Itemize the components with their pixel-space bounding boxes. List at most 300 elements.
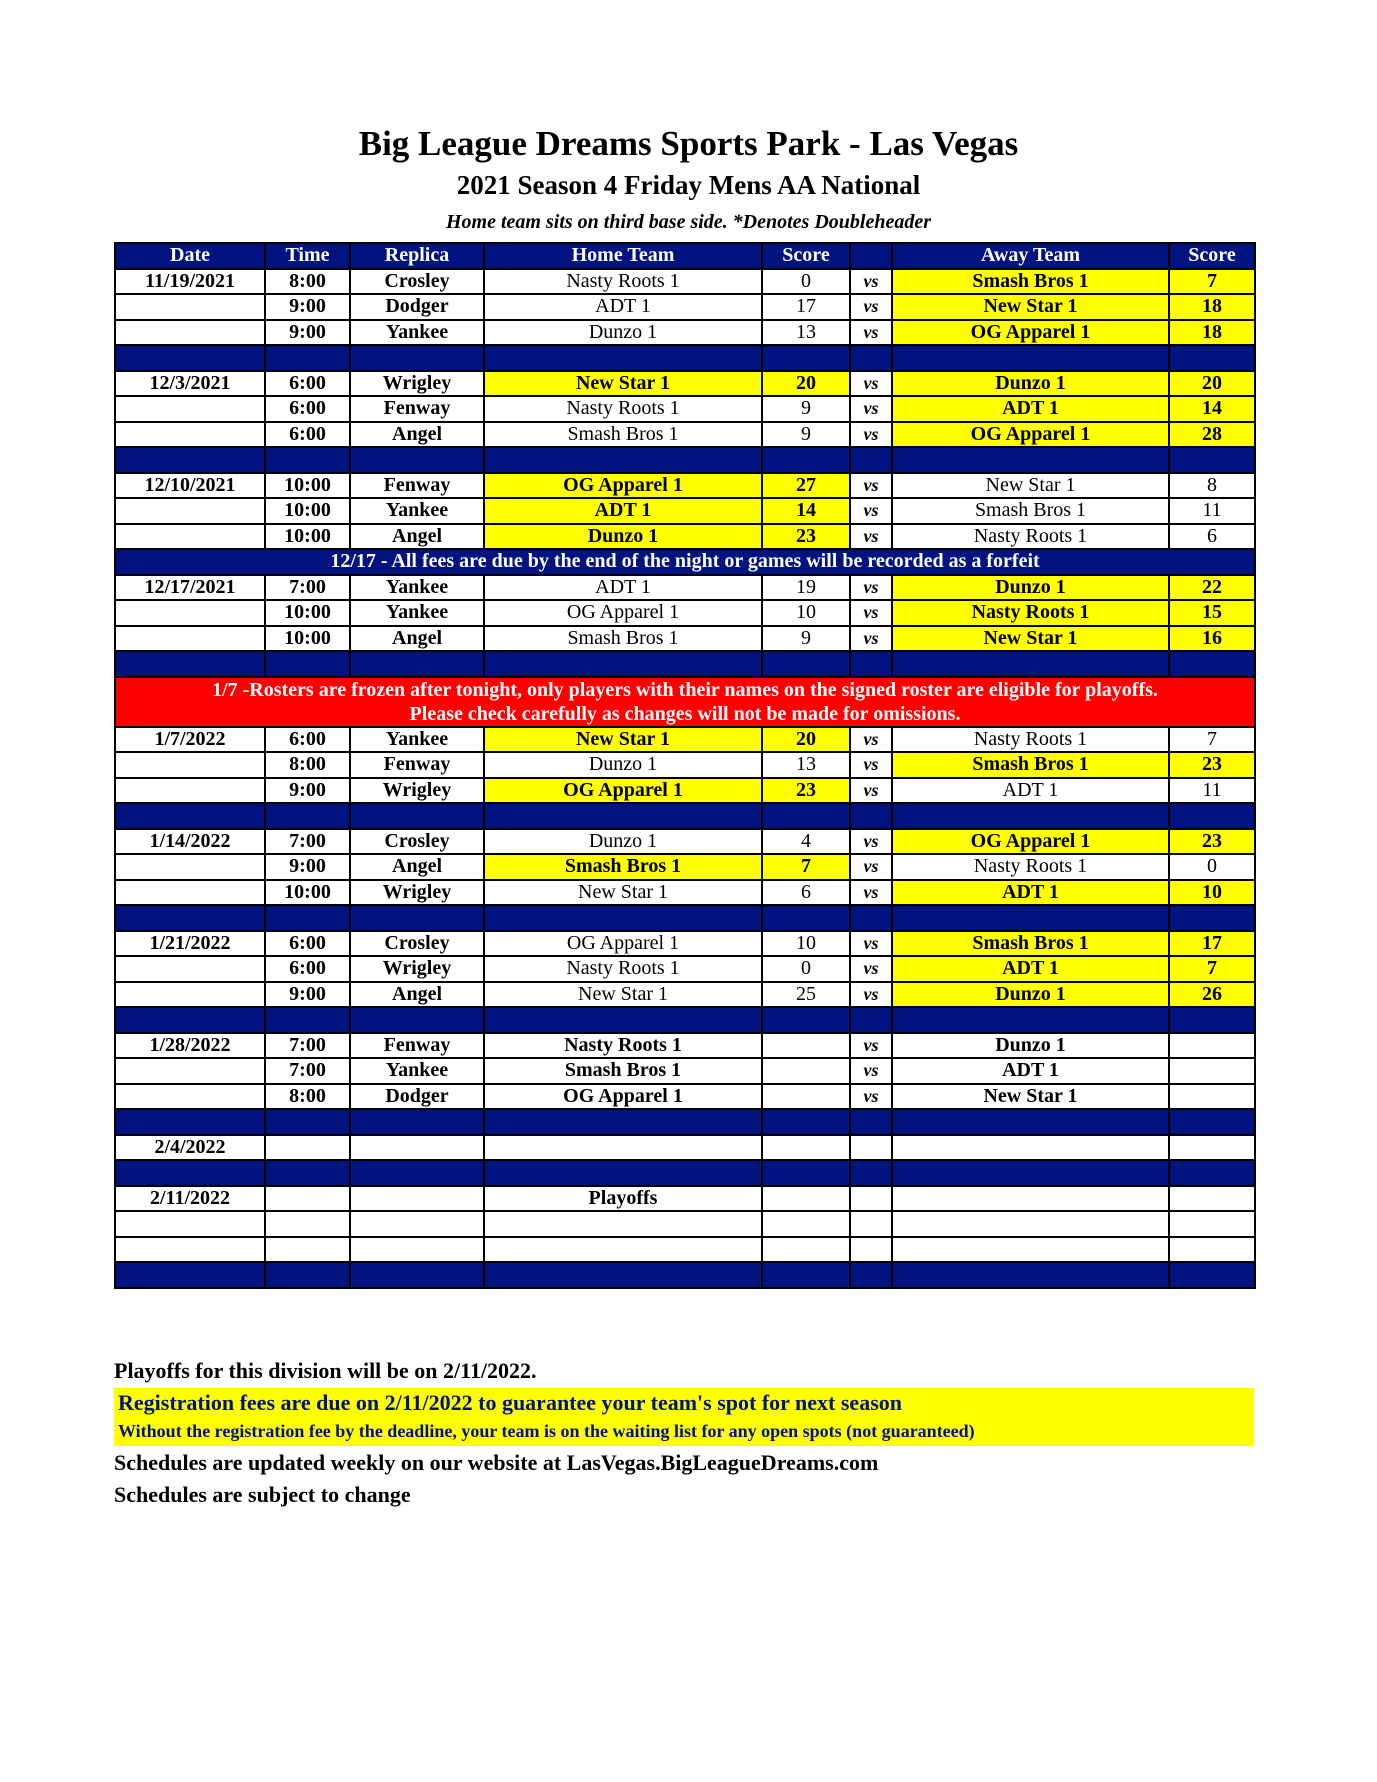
- separator-cell: [265, 1160, 350, 1186]
- away-team: New Star 1: [892, 473, 1169, 499]
- versus-label: vs: [850, 778, 892, 804]
- home-score: 7: [762, 854, 850, 880]
- separator-cell: [892, 447, 1169, 473]
- home-team: New Star 1: [484, 880, 762, 906]
- separator-cell: [484, 1160, 762, 1186]
- separator-cell: [484, 1109, 762, 1135]
- away-score: [1169, 1211, 1255, 1237]
- waitlist-note: Without the registration fee by the deadline, your team is on the waiting list for any open spots (not guaranteed): [118, 1421, 975, 1441]
- game-date: [115, 956, 265, 982]
- separator-cell: [350, 1109, 484, 1135]
- away-team: ADT 1: [892, 396, 1169, 422]
- away-team: OG Apparel 1: [892, 829, 1169, 855]
- separator-cell: [115, 1262, 265, 1288]
- separator-cell: [484, 803, 762, 829]
- away-team: ADT 1: [892, 1058, 1169, 1084]
- game-date: [115, 524, 265, 550]
- game-time: 6:00: [265, 371, 350, 397]
- home-team: [484, 1211, 762, 1237]
- game-date: [115, 854, 265, 880]
- home-score: 20: [762, 371, 850, 397]
- game-field: [350, 1211, 484, 1237]
- game-time: 7:00: [265, 829, 350, 855]
- game-time: [265, 1237, 350, 1263]
- home-team: Smash Bros 1: [484, 854, 762, 880]
- home-team: ADT 1: [484, 498, 762, 524]
- separator-cell: [115, 1109, 265, 1135]
- away-team: Dunzo 1: [892, 1033, 1169, 1059]
- away-score: 0: [1169, 854, 1255, 880]
- game-time: [265, 1211, 350, 1237]
- away-team: New Star 1: [892, 1084, 1169, 1110]
- roster-alert: [115, 677, 1255, 727]
- separator-row: [115, 447, 1255, 473]
- home-team: Nasty Roots 1: [484, 1033, 762, 1059]
- game-date: [115, 498, 265, 524]
- game-row: [115, 498, 1255, 524]
- away-score: 7: [1169, 956, 1255, 982]
- separator-cell: [115, 905, 265, 931]
- home-score: 0: [762, 269, 850, 295]
- separator-cell: [115, 447, 265, 473]
- separator-cell: [892, 1109, 1169, 1135]
- separator-cell: [1169, 905, 1255, 931]
- game-row: [115, 880, 1255, 906]
- home-score: [762, 1084, 850, 1110]
- game-time: 8:00: [265, 269, 350, 295]
- game-time: [265, 1135, 350, 1161]
- game-date: 2/4/2022: [115, 1135, 265, 1161]
- separator-cell: [892, 1007, 1169, 1033]
- home-score: [762, 1186, 850, 1212]
- separator-cell: [1169, 651, 1255, 677]
- versus-label: vs: [850, 396, 892, 422]
- game-time: 7:00: [265, 575, 350, 601]
- game-date: [115, 396, 265, 422]
- separator-cell: [762, 905, 850, 931]
- game-time: 9:00: [265, 982, 350, 1008]
- separator-cell: [1169, 1160, 1255, 1186]
- separator-cell: [850, 651, 892, 677]
- game-row: [115, 371, 1255, 397]
- away-team: [892, 1186, 1169, 1212]
- game-field: Angel: [350, 626, 484, 652]
- versus-label: [850, 1135, 892, 1161]
- away-score: [1169, 1084, 1255, 1110]
- away-team: Nasty Roots 1: [892, 727, 1169, 753]
- home-team: OG Apparel 1: [484, 931, 762, 957]
- separator-cell: [762, 1262, 850, 1288]
- separator-cell: [484, 651, 762, 677]
- separator-cell: [850, 345, 892, 371]
- game-date: [115, 626, 265, 652]
- game-time: 8:00: [265, 1084, 350, 1110]
- separator-cell: [762, 1007, 850, 1033]
- game-field: Crosley: [350, 269, 484, 295]
- game-row: [115, 778, 1255, 804]
- versus-label: vs: [850, 931, 892, 957]
- away-score: 18: [1169, 294, 1255, 320]
- separator-row: [115, 905, 1255, 931]
- game-field: Crosley: [350, 931, 484, 957]
- game-row: [115, 294, 1255, 320]
- home-score: 9: [762, 422, 850, 448]
- game-row: [115, 1237, 1255, 1263]
- home-team: [484, 1237, 762, 1263]
- versus-label: vs: [850, 880, 892, 906]
- away-score: 7: [1169, 269, 1255, 295]
- game-time: 9:00: [265, 778, 350, 804]
- away-team: Smash Bros 1: [892, 498, 1169, 524]
- versus-label: vs: [850, 575, 892, 601]
- change-note: Schedules are subject to change: [114, 1482, 411, 1507]
- home-score: 6: [762, 880, 850, 906]
- separator-cell: [762, 1109, 850, 1135]
- column-header: Score: [762, 243, 850, 269]
- home-score: 14: [762, 498, 850, 524]
- home-score: 19: [762, 575, 850, 601]
- separator-cell: [892, 803, 1169, 829]
- home-score: [762, 1058, 850, 1084]
- home-score: 23: [762, 524, 850, 550]
- away-team: Smash Bros 1: [892, 269, 1169, 295]
- game-row: [115, 854, 1255, 880]
- game-field: Angel: [350, 854, 484, 880]
- home-team: OG Apparel 1: [484, 600, 762, 626]
- versus-label: vs: [850, 269, 892, 295]
- game-time: 6:00: [265, 956, 350, 982]
- column-header: Replica: [350, 243, 484, 269]
- schedule-note: Home team sits on third base side. *Denotes Doubleheader: [446, 211, 931, 233]
- game-time: 10:00: [265, 626, 350, 652]
- away-team: ADT 1: [892, 778, 1169, 804]
- versus-label: vs: [850, 956, 892, 982]
- versus-label: vs: [850, 498, 892, 524]
- game-time: 7:00: [265, 1058, 350, 1084]
- home-score: [762, 1033, 850, 1059]
- game-row: [115, 600, 1255, 626]
- separator-cell: [484, 905, 762, 931]
- website-note: Schedules are updated weekly on our website at LasVegas.BigLeagueDreams.com: [114, 1450, 879, 1475]
- versus-label: vs: [850, 371, 892, 397]
- away-team: OG Apparel 1: [892, 422, 1169, 448]
- home-team: New Star 1: [484, 371, 762, 397]
- game-field: Fenway: [350, 396, 484, 422]
- game-time: 10:00: [265, 498, 350, 524]
- game-field: Yankee: [350, 498, 484, 524]
- home-team: New Star 1: [484, 727, 762, 753]
- game-date: [115, 1084, 265, 1110]
- separator-cell: [850, 447, 892, 473]
- away-score: 14: [1169, 396, 1255, 422]
- game-date: [115, 982, 265, 1008]
- away-score: 18: [1169, 320, 1255, 346]
- home-score: 10: [762, 931, 850, 957]
- game-field: Angel: [350, 422, 484, 448]
- versus-label: vs: [850, 752, 892, 778]
- away-team: Dunzo 1: [892, 982, 1169, 1008]
- versus-label: vs: [850, 294, 892, 320]
- home-score: 23: [762, 778, 850, 804]
- game-field: Fenway: [350, 752, 484, 778]
- versus-label: vs: [850, 1033, 892, 1059]
- home-team: Nasty Roots 1: [484, 269, 762, 295]
- separator-cell: [850, 1109, 892, 1135]
- away-team: New Star 1: [892, 294, 1169, 320]
- game-date: [115, 1211, 265, 1237]
- away-score: 11: [1169, 498, 1255, 524]
- separator-cell: [484, 1007, 762, 1033]
- game-date: [115, 600, 265, 626]
- game-time: 10:00: [265, 473, 350, 499]
- column-header: Time: [265, 243, 350, 269]
- away-team: Smash Bros 1: [892, 752, 1169, 778]
- home-team: Dunzo 1: [484, 320, 762, 346]
- game-time: 9:00: [265, 854, 350, 880]
- separator-cell: [350, 803, 484, 829]
- roster-alert-line: Please check carefully as changes will not be made for omissions.: [409, 702, 961, 725]
- home-team: Dunzo 1: [484, 752, 762, 778]
- separator-cell: [350, 1160, 484, 1186]
- home-score: 20: [762, 727, 850, 753]
- game-row: [115, 752, 1255, 778]
- game-time: [265, 1186, 350, 1212]
- away-score: 8: [1169, 473, 1255, 499]
- away-team: ADT 1: [892, 956, 1169, 982]
- game-field: Yankee: [350, 575, 484, 601]
- separator-cell: [484, 1262, 762, 1288]
- game-field: Yankee: [350, 320, 484, 346]
- away-score: [1169, 1237, 1255, 1263]
- page-subtitle: 2021 Season 4 Friday Mens AA National: [456, 170, 921, 200]
- separator-row: [115, 651, 1255, 677]
- column-header: Date: [115, 243, 265, 269]
- separator-cell: [850, 905, 892, 931]
- separator-cell: [115, 1007, 265, 1033]
- game-row: [115, 829, 1255, 855]
- separator-cell: [850, 1262, 892, 1288]
- versus-label: vs: [850, 473, 892, 499]
- separator-cell: [265, 447, 350, 473]
- separator-cell: [350, 1262, 484, 1288]
- home-team: Playoffs: [484, 1186, 762, 1212]
- roster-alert-line: 1/7 -Rosters are frozen after tonight, only players with their names on the signed roster are eligible for playoffs.: [212, 678, 1158, 701]
- home-team: Smash Bros 1: [484, 626, 762, 652]
- game-field: Dodger: [350, 1084, 484, 1110]
- column-header: Score: [1169, 243, 1255, 269]
- home-team: Nasty Roots 1: [484, 956, 762, 982]
- column-header: [850, 243, 892, 269]
- away-team: New Star 1: [892, 626, 1169, 652]
- home-score: 25: [762, 982, 850, 1008]
- game-field: Wrigley: [350, 371, 484, 397]
- away-score: 23: [1169, 752, 1255, 778]
- away-score: 20: [1169, 371, 1255, 397]
- game-row: [115, 575, 1255, 601]
- home-team: [484, 1135, 762, 1161]
- game-field: Angel: [350, 982, 484, 1008]
- versus-label: vs: [850, 524, 892, 550]
- page-title: Big League Dreams Sports Park - Las Vegas: [358, 124, 1019, 163]
- versus-label: vs: [850, 1084, 892, 1110]
- game-row: [115, 1084, 1255, 1110]
- home-score: [762, 1211, 850, 1237]
- game-time: 10:00: [265, 524, 350, 550]
- separator-cell: [350, 1007, 484, 1033]
- fees-notice: 12/17 - All fees are due by the end of the night or games will be recorded as a forfeit: [115, 549, 1255, 575]
- separator-cell: [850, 803, 892, 829]
- game-field: Yankee: [350, 727, 484, 753]
- separator-cell: [115, 1160, 265, 1186]
- game-row: [115, 931, 1255, 957]
- home-score: 13: [762, 320, 850, 346]
- game-date: 1/28/2022: [115, 1033, 265, 1059]
- game-field: Angel: [350, 524, 484, 550]
- game-time: 9:00: [265, 320, 350, 346]
- game-date: 1/7/2022: [115, 727, 265, 753]
- home-score: 0: [762, 956, 850, 982]
- versus-label: vs: [850, 600, 892, 626]
- separator-cell: [484, 447, 762, 473]
- game-time: 6:00: [265, 422, 350, 448]
- separator-cell: [1169, 803, 1255, 829]
- game-row: [115, 1211, 1255, 1237]
- column-header: Home Team: [484, 243, 762, 269]
- game-time: 10:00: [265, 880, 350, 906]
- away-score: [1169, 1135, 1255, 1161]
- game-date: [115, 778, 265, 804]
- home-team: OG Apparel 1: [484, 778, 762, 804]
- versus-label: vs: [850, 1058, 892, 1084]
- versus-label: vs: [850, 727, 892, 753]
- game-time: 6:00: [265, 727, 350, 753]
- game-time: 8:00: [265, 752, 350, 778]
- schedule-table: [114, 242, 1256, 1289]
- versus-label: vs: [850, 626, 892, 652]
- game-row: [115, 269, 1255, 295]
- home-team: ADT 1: [484, 575, 762, 601]
- game-row: [115, 320, 1255, 346]
- away-team: Nasty Roots 1: [892, 524, 1169, 550]
- game-date: [115, 752, 265, 778]
- game-field: Wrigley: [350, 778, 484, 804]
- home-score: [762, 1237, 850, 1263]
- separator-cell: [265, 905, 350, 931]
- game-row: [115, 626, 1255, 652]
- separator-cell: [265, 651, 350, 677]
- home-score: 27: [762, 473, 850, 499]
- away-team: Dunzo 1: [892, 371, 1169, 397]
- separator-cell: [350, 447, 484, 473]
- game-row: [115, 1186, 1255, 1212]
- game-field: Wrigley: [350, 956, 484, 982]
- game-date: 12/10/2021: [115, 473, 265, 499]
- separator-cell: [115, 651, 265, 677]
- separator-cell: [762, 803, 850, 829]
- away-team: [892, 1135, 1169, 1161]
- home-team: Nasty Roots 1: [484, 396, 762, 422]
- away-score: 7: [1169, 727, 1255, 753]
- separator-row: [115, 1160, 1255, 1186]
- home-score: 17: [762, 294, 850, 320]
- game-date: 12/17/2021: [115, 575, 265, 601]
- game-field: Fenway: [350, 473, 484, 499]
- home-score: 9: [762, 626, 850, 652]
- versus-label: vs: [850, 320, 892, 346]
- away-team: OG Apparel 1: [892, 320, 1169, 346]
- separator-cell: [892, 651, 1169, 677]
- separator-cell: [762, 447, 850, 473]
- separator-row: [115, 345, 1255, 371]
- separator-cell: [1169, 1262, 1255, 1288]
- separator-cell: [850, 1007, 892, 1033]
- versus-label: [850, 1237, 892, 1263]
- separator-cell: [1169, 345, 1255, 371]
- separator-cell: [265, 803, 350, 829]
- away-team: Smash Bros 1: [892, 931, 1169, 957]
- game-row: [115, 727, 1255, 753]
- separator-row: [115, 1109, 1255, 1135]
- game-row: [115, 982, 1255, 1008]
- home-team: Dunzo 1: [484, 829, 762, 855]
- game-time: 7:00: [265, 1033, 350, 1059]
- separator-row: [115, 803, 1255, 829]
- column-header: Away Team: [892, 243, 1169, 269]
- versus-label: vs: [850, 422, 892, 448]
- separator-cell: [265, 345, 350, 371]
- away-team: [892, 1211, 1169, 1237]
- versus-label: vs: [850, 854, 892, 880]
- separator-cell: [350, 905, 484, 931]
- away-score: 6: [1169, 524, 1255, 550]
- separator-cell: [850, 1160, 892, 1186]
- game-date: [115, 422, 265, 448]
- separator-cell: [762, 651, 850, 677]
- separator-cell: [892, 345, 1169, 371]
- away-score: [1169, 1058, 1255, 1084]
- game-date: 1/14/2022: [115, 829, 265, 855]
- game-date: [115, 1237, 265, 1263]
- separator-row: [115, 1262, 1255, 1288]
- separator-cell: [265, 1262, 350, 1288]
- separator-cell: [1169, 1109, 1255, 1135]
- notice-row: [115, 549, 1255, 575]
- home-score: [762, 1135, 850, 1161]
- home-team: Smash Bros 1: [484, 1058, 762, 1084]
- versus-label: vs: [850, 829, 892, 855]
- home-team: New Star 1: [484, 982, 762, 1008]
- away-score: [1169, 1186, 1255, 1212]
- game-field: Fenway: [350, 1033, 484, 1059]
- away-score: 22: [1169, 575, 1255, 601]
- game-date: [115, 320, 265, 346]
- home-team: OG Apparel 1: [484, 1084, 762, 1110]
- game-field: Yankee: [350, 600, 484, 626]
- table-header-row: [115, 243, 1255, 269]
- versus-label: [850, 1211, 892, 1237]
- separator-cell: [350, 345, 484, 371]
- game-field: Wrigley: [350, 880, 484, 906]
- game-date: 11/19/2021: [115, 269, 265, 295]
- game-time: 10:00: [265, 600, 350, 626]
- separator-row: [115, 1007, 1255, 1033]
- away-team: Dunzo 1: [892, 575, 1169, 601]
- game-field: [350, 1135, 484, 1161]
- versus-label: [850, 1186, 892, 1212]
- separator-cell: [762, 1160, 850, 1186]
- away-score: 15: [1169, 600, 1255, 626]
- game-field: Dodger: [350, 294, 484, 320]
